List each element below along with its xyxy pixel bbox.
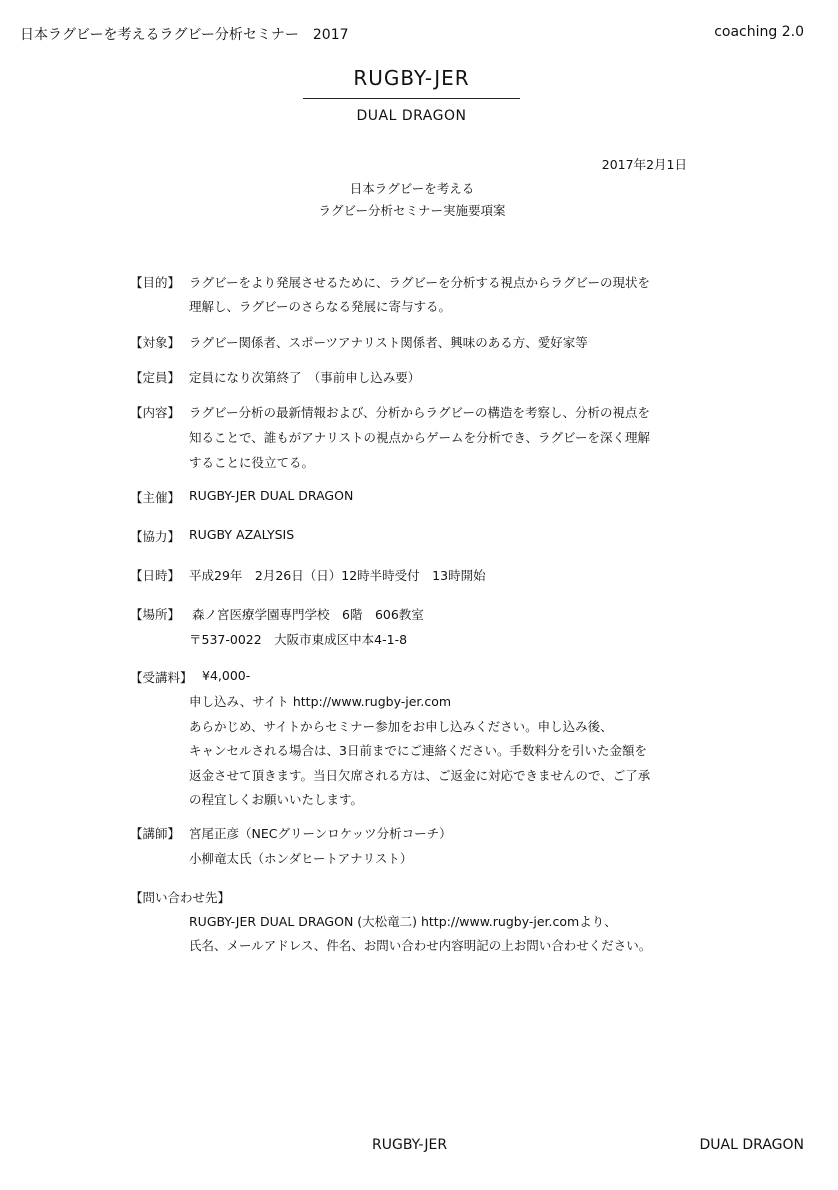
footer-center-brand: RUGBY-JER bbox=[372, 1137, 448, 1153]
section-label-contact: 【問い合わせ先】 bbox=[130, 890, 231, 905]
masthead-subtitle: DUAL DRAGON bbox=[356, 108, 467, 124]
fee-line: キャンセルされる場合は、3日前までにご連絡ください。手数料分を引いた金額を bbox=[189, 743, 647, 758]
contact-line: RUGBY-JER DUAL DRAGON (大松竜二) http://www.rugby-jer.comより、 bbox=[189, 914, 617, 929]
footer-right-brand: DUAL DRAGON bbox=[699, 1137, 804, 1153]
target-line: ラグビー関係者、スポーツアナリスト関係者、興味のある方、愛好家等 bbox=[189, 335, 588, 350]
section-label-cooperation: 【協力】 bbox=[130, 529, 181, 544]
venue-line: 〒537-0022 大阪市東成区中本4-1-8 bbox=[189, 632, 408, 647]
header-series-title: 日本ラグビーを考えるラグビー分析セミナー 2017 bbox=[20, 27, 349, 43]
fee-line: 申し込み、サイト http://www.rugby-jer.com bbox=[189, 694, 452, 709]
purpose-line: 理解し、ラグビーのさらなる発展に寄与する。 bbox=[189, 299, 452, 314]
fee-line: の程宜しくお願いいたします。 bbox=[189, 792, 364, 807]
section-label-capacity: 【定員】 bbox=[130, 370, 181, 385]
venue-line: 森ノ宮医療学園専門学校 6階 606教室 bbox=[192, 607, 424, 622]
contact-line: 氏名、メールアドレス、件名、お問い合わせ内容明記の上お問い合わせください。 bbox=[189, 938, 652, 953]
section-label-fee: 【受講料】 bbox=[130, 670, 193, 685]
capacity-line: 定員になり次第終了 （事前申し込み要） bbox=[189, 370, 421, 385]
content-line: 知ることで、誰もがアナリストの視点からゲームを分析でき、ラグビーを深く理解 bbox=[189, 430, 651, 445]
lecturer-line: 宮尾正彦（NECグリーンロケッツ分析コーチ） bbox=[189, 826, 452, 841]
document-heading-line1: 日本ラグビーを考える bbox=[349, 181, 475, 196]
section-label-content: 【内容】 bbox=[130, 405, 181, 420]
lecturer-line: 小柳竜太氏（ホンダヒートアナリスト） bbox=[189, 851, 413, 866]
section-label-organizer: 【主催】 bbox=[130, 490, 181, 505]
section-label-venue: 【場所】 bbox=[130, 607, 181, 622]
masthead-title: RUGBY-JER bbox=[353, 66, 470, 90]
datetime-line: 平成29年 2月26日（日）12時半時受付 13時開始 bbox=[189, 568, 486, 583]
fee-line: 返金させて頂きます。当日欠席される方は、ご返金に対応できませんので、ご了承 bbox=[189, 768, 651, 783]
header-edition: coaching 2.0 bbox=[714, 24, 804, 40]
fee-amount: ¥4,000- bbox=[202, 668, 251, 683]
section-label-target: 【対象】 bbox=[130, 335, 181, 350]
section-label-purpose: 【目的】 bbox=[130, 275, 181, 290]
fee-line: あらかじめ、サイトからセミナー参加をお申し込みください。申し込み後、 bbox=[189, 719, 613, 734]
masthead-divider bbox=[303, 98, 520, 99]
section-label-datetime: 【日時】 bbox=[130, 568, 181, 583]
purpose-line: ラグビーをより発展させるために、ラグビーを分析する視点からラグビーの現状を bbox=[189, 275, 651, 290]
content-line: することに役立てる。 bbox=[189, 455, 315, 470]
document-date: 2017年2月1日 bbox=[601, 157, 687, 172]
content-line: ラグビー分析の最新情報および、分析からラグビーの構造を考察し、分析の視点を bbox=[189, 405, 651, 420]
organizer-line: RUGBY-JER DUAL DRAGON bbox=[189, 488, 354, 503]
cooperation-line: RUGBY AZALYSIS bbox=[189, 527, 295, 542]
section-label-lecturer: 【講師】 bbox=[130, 826, 181, 841]
document-heading-line2: ラグビー分析セミナー実施要項案 bbox=[318, 203, 506, 218]
